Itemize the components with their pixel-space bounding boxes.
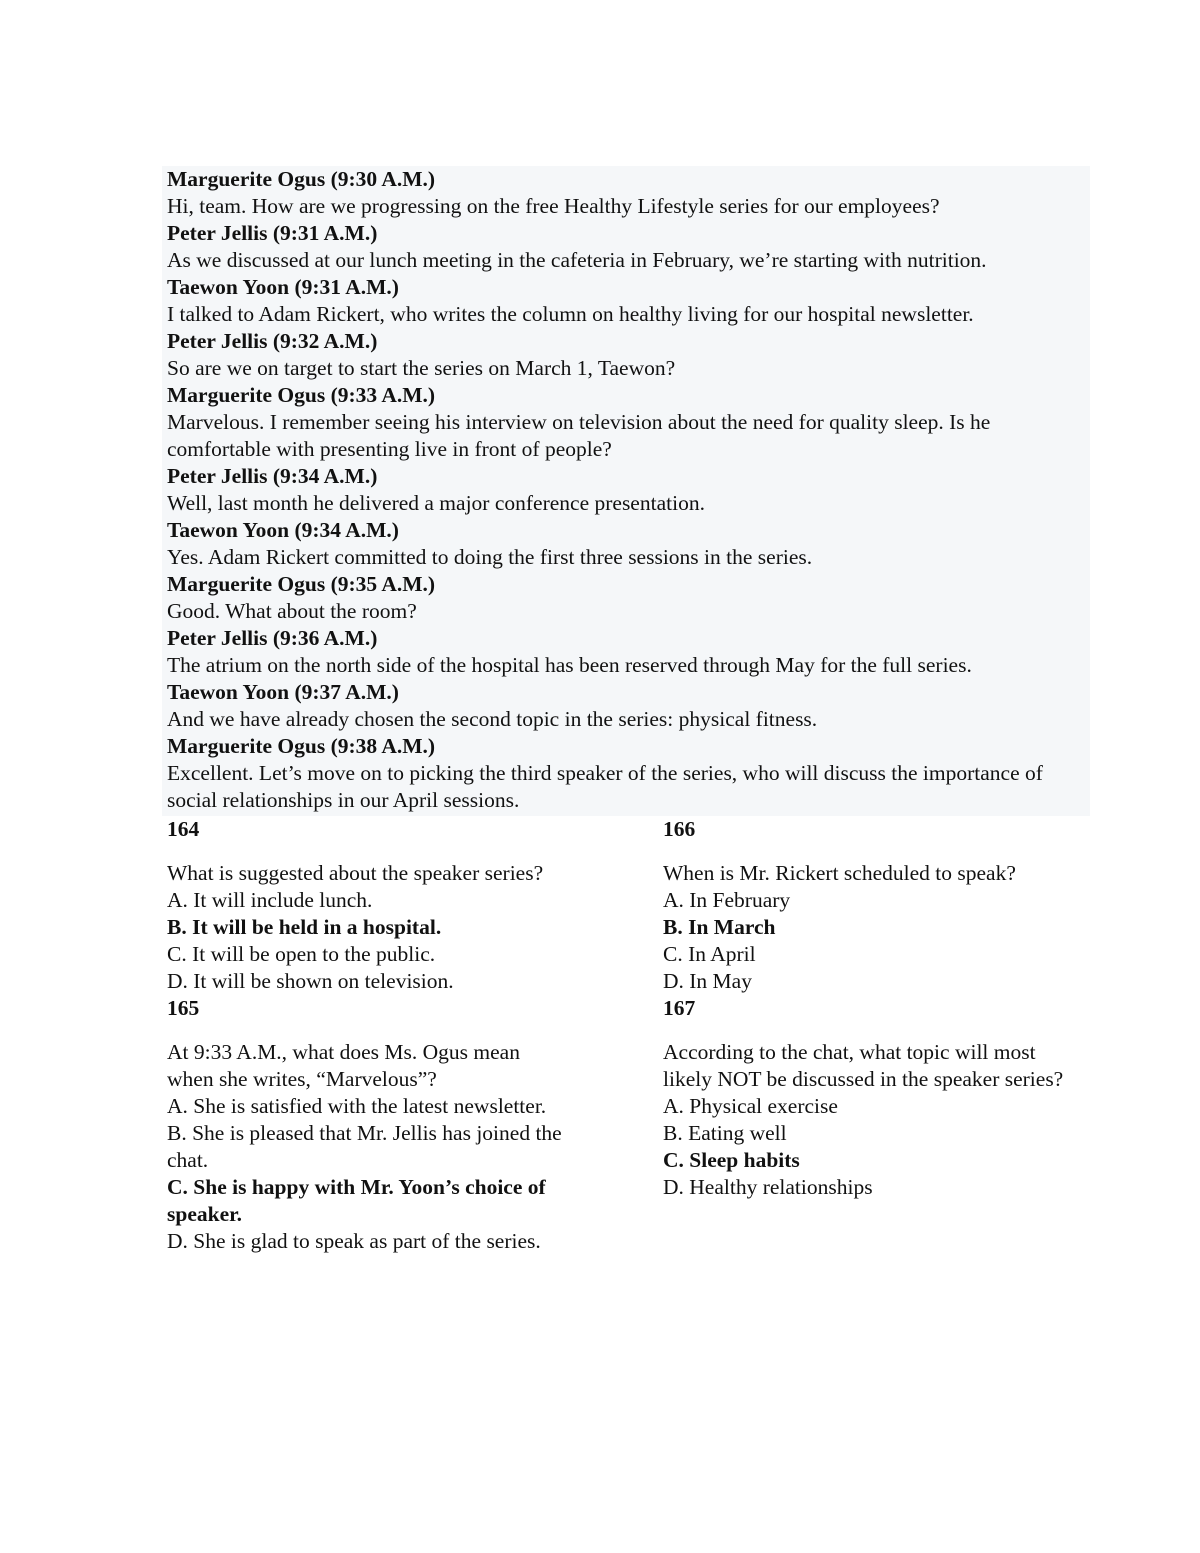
chat-message: Yes. Adam Rickert committed to doing the first three sessions in the series. bbox=[167, 545, 813, 569]
questions-right-column bbox=[663, 816, 1083, 1201]
question-block bbox=[663, 995, 1083, 1201]
chat-messages bbox=[167, 166, 1087, 814]
chat-speaker: Taewon Yoon (9:34 A.M.) bbox=[167, 518, 399, 542]
chat-speaker: Marguerite Ogus (9:33 A.M.) bbox=[167, 383, 436, 407]
chat-speaker: Peter Jellis (9:34 A.M.) bbox=[167, 464, 378, 488]
question-number: 166 bbox=[663, 817, 696, 841]
answer-option: A. She is satisfied with the latest newsletter. bbox=[167, 1094, 547, 1118]
answer-option-correct: C. Sleep habits bbox=[663, 1148, 800, 1172]
question-number: 165 bbox=[167, 996, 200, 1020]
answer-option-correct: B. In March bbox=[663, 915, 776, 939]
chat-speaker: Peter Jellis (9:32 A.M.) bbox=[167, 329, 378, 353]
answer-option: C. In April bbox=[663, 942, 756, 966]
chat-speaker: Marguerite Ogus (9:35 A.M.) bbox=[167, 572, 436, 596]
chat-message: Hi, team. How are we progressing on the free Healthy Lifestyle series for our employees? bbox=[167, 194, 940, 218]
chat-speaker: Peter Jellis (9:36 A.M.) bbox=[167, 626, 378, 650]
question-block bbox=[167, 816, 587, 995]
chat-message: The atrium on the north side of the hospital has been reserved through May for the full series. bbox=[167, 653, 972, 677]
question-text: When is Mr. Rickert scheduled to speak? bbox=[663, 861, 1016, 885]
chat-message: I talked to Adam Rickert, who writes the column on healthy living for our hospital newsletter. bbox=[167, 302, 974, 326]
answer-option-correct: C. She is happy with Mr. Yoon’s choice of speaker. bbox=[167, 1175, 546, 1226]
answer-option: B. She is pleased that Mr. Jellis has joined the chat. bbox=[167, 1121, 562, 1172]
chat-speaker: Taewon Yoon (9:37 A.M.) bbox=[167, 680, 399, 704]
answer-option: A. In February bbox=[663, 888, 791, 912]
question-number: 167 bbox=[663, 996, 696, 1020]
chat-message: Marvelous. I remember seeing his interview on television about the need for quality sleep. Is he comfortable with presenting live in front of people? bbox=[167, 410, 991, 461]
answer-option: B. Eating well bbox=[663, 1121, 787, 1145]
chat-message: As we discussed at our lunch meeting in the cafeteria in February, we’re starting with nutrition. bbox=[167, 248, 987, 272]
questions-left-column bbox=[167, 816, 587, 1255]
question-block bbox=[167, 995, 587, 1255]
answer-option: C. It will be open to the public. bbox=[167, 942, 436, 966]
answer-option: D. She is glad to speak as part of the series. bbox=[167, 1229, 541, 1253]
chat-message: Excellent. Let’s move on to picking the third speaker of the series, who will discuss the importance of social relationships in our April sessions. bbox=[167, 761, 1043, 812]
answer-option: A. Physical exercise bbox=[663, 1094, 838, 1118]
chat-transcript bbox=[162, 166, 1090, 816]
answer-option: D. It will be shown on television. bbox=[167, 969, 454, 993]
chat-message: Well, last month he delivered a major conference presentation. bbox=[167, 491, 705, 515]
answer-option: D. In May bbox=[663, 969, 752, 993]
question-number: 164 bbox=[167, 817, 200, 841]
chat-message: And we have already chosen the second topic in the series: physical fitness. bbox=[167, 707, 818, 731]
question-block bbox=[663, 816, 1083, 995]
chat-speaker: Peter Jellis (9:31 A.M.) bbox=[167, 221, 378, 245]
answer-option: A. It will include lunch. bbox=[167, 888, 373, 912]
question-text: At 9:33 A.M., what does Ms. Ogus mean when she writes, “Marvelous”? bbox=[167, 1040, 520, 1091]
chat-speaker: Marguerite Ogus (9:38 A.M.) bbox=[167, 734, 436, 758]
chat-message: Good. What about the room? bbox=[167, 599, 417, 623]
answer-option: D. Healthy relationships bbox=[663, 1175, 873, 1199]
question-text: According to the chat, what topic will most likely NOT be discussed in the speaker series? bbox=[663, 1040, 1064, 1091]
question-text: What is suggested about the speaker series? bbox=[167, 861, 544, 885]
answer-option-correct: B. It will be held in a hospital. bbox=[167, 915, 442, 939]
chat-message: So are we on target to start the series on March 1, Taewon? bbox=[167, 356, 676, 380]
chat-speaker: Marguerite Ogus (9:30 A.M.) bbox=[167, 167, 436, 191]
chat-speaker: Taewon Yoon (9:31 A.M.) bbox=[167, 275, 399, 299]
